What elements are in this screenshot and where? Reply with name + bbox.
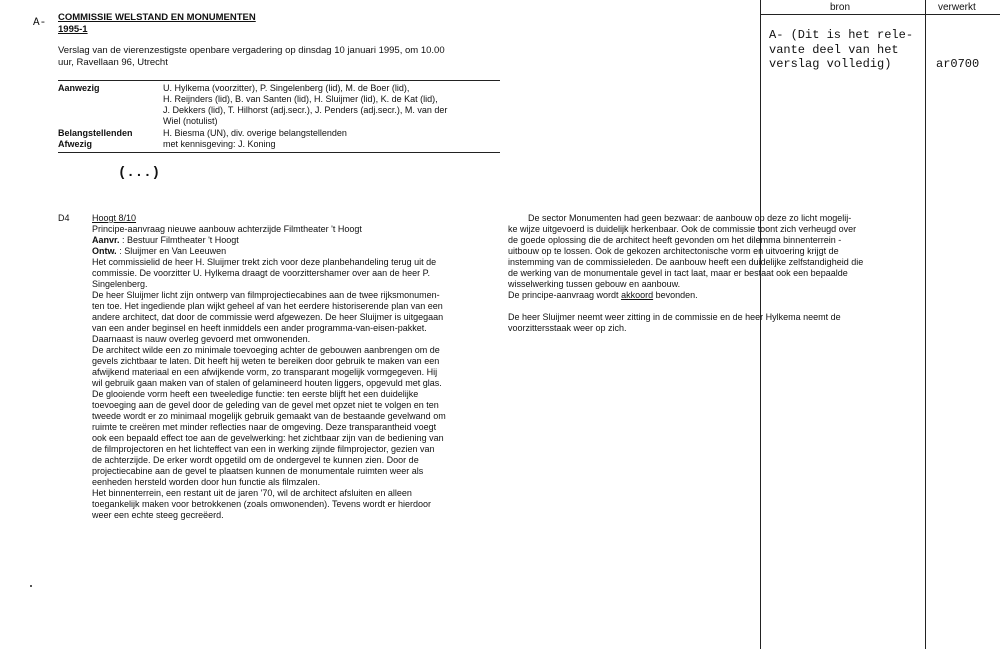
body-line: projectiecabine aan de gevel te plaatsen kunnen de monumentale ruimten weer als bbox=[92, 466, 424, 476]
aanvrager-value: : Bestuur Filmtheater 't Hoogt bbox=[122, 235, 239, 245]
ontwerper-label: Ontw. bbox=[92, 246, 117, 256]
opinion-line: uitbouw op te lossen. Ook de gekozen architectonische vorm en uitvoering krijgt de bbox=[508, 246, 839, 256]
opinion-line: instemming van de commissieleden. De aanbouw heeft een duidelijke zelfstandigheid die bbox=[508, 257, 864, 267]
attendance-label: Belangstellenden bbox=[58, 128, 133, 138]
attendance-line: U. Hylkema (voorzitter), P. Singelenberg (lid), M. de Boer (lid), bbox=[163, 83, 410, 93]
attendance-block bbox=[58, 83, 500, 153]
attendance-top-rule bbox=[58, 80, 500, 81]
body-line: ruimte te creëren met minder reflecties naar de omgeving. Deze transparantheid voegt bbox=[92, 422, 437, 432]
attendance-line: J. Dekkers (lid), T. Hilhorst (adj.secr.), J. Penders (adj.secr.), M. van der bbox=[163, 105, 448, 115]
attendance-label: Aanwezig bbox=[58, 83, 100, 93]
body-line: wil gebruik gaan maken van of stalen of gelamineerd houten liggers, opgevuld met glas. bbox=[92, 378, 442, 388]
item-body-text bbox=[92, 257, 502, 521]
table-header-rule bbox=[760, 14, 1000, 15]
org-title: COMMISSIE WELSTAND EN MONUMENTEN bbox=[58, 12, 256, 23]
body-line: Singelenberg. bbox=[92, 279, 148, 289]
attendance-value bbox=[163, 83, 447, 127]
advice-line bbox=[508, 290, 923, 301]
bron-note-line: vante deel van het bbox=[769, 42, 899, 57]
attendance-label: Afwezig bbox=[58, 139, 93, 149]
item-right-column bbox=[508, 213, 923, 334]
body-line: afwijkend materiaal en een afwijkende vorm, zo transparant mogelijk vormgegeven. Hij bbox=[92, 367, 438, 377]
intro-line: Verslag van de vierenzestigste openbare vergadering op dinsdag 10 januari 1995, om 10.00 bbox=[58, 45, 445, 56]
attendance-value: H. Biesma (UN), div. overige belangstellenden bbox=[163, 128, 347, 138]
attendance-bottom-rule bbox=[58, 152, 500, 153]
ellipsis-marker: (...) bbox=[118, 165, 161, 181]
column-header-verwerkt: verwerkt bbox=[938, 2, 976, 13]
body-line: commissie. De voorzitter U. Hylkema draagt de voorzittershamer over aan de heer P. bbox=[92, 268, 430, 278]
body-line: gevels zichtbaar te laten. Dit heeft hij weten te bereiken door gebruik te maken van een bbox=[92, 356, 440, 366]
aanvrager-label: Aanvr. bbox=[92, 235, 120, 245]
advice-verdict: akkoord bbox=[621, 290, 654, 300]
ontwerper-value: : Sluijmer en Van Leeuwen bbox=[119, 246, 227, 256]
opinion-line: wisselwerking tussen gebouw en aanbouw. bbox=[508, 279, 681, 289]
column-header-bron: bron bbox=[830, 2, 851, 13]
body-line: Daarnaast is nauw overleg gevoerd met omwonenden. bbox=[92, 334, 311, 344]
body-line: van een ander beginsel en heeft inmiddels een ander programma-van-eisen-pakket. bbox=[92, 323, 427, 333]
body-line: de achterzijde. De erker wordt opgetild om de ondergevel te kunnen zien. Door de bbox=[92, 455, 419, 465]
body-line: De architect wilde een zo minimale toevoeging achter de gebouwen aanbrengen om de bbox=[92, 345, 440, 355]
body-line: eenheden hersteld worden door hun functie als filmzalen. bbox=[92, 477, 321, 487]
margin-mark: A- bbox=[33, 17, 47, 29]
body-line: Het binnenterrein, een restant uit de jaren '70, wil de architect afsluiten en alleen bbox=[92, 488, 412, 498]
advice-prefix: De principe-aanvraag wordt bbox=[508, 290, 622, 300]
item-ontwerper bbox=[92, 246, 502, 257]
opinion-line: de werking van de monumentale gevel in tact laat, maar er bestaat ook een bepaalde bbox=[508, 268, 848, 278]
body-line: toevoeging aan de gevel door de geleding van de gevel met opzet niet te volgen en ten bbox=[92, 400, 439, 410]
attendance-line: Wiel (notulist) bbox=[163, 116, 218, 126]
body-line: toegankelijk maken voor betrokkenen (zoals omwonenden). Tevens wordt er hierdoor bbox=[92, 499, 432, 509]
body-line: De glooiende vorm heeft een tweeledige functie: ten eerste blijft het een duidelijke bbox=[92, 389, 419, 399]
item-aanvrager bbox=[92, 235, 502, 246]
closing-line: voorzittersstaak weer op zich. bbox=[508, 323, 627, 333]
body-line: Het commissielid de heer H. Sluijmer trekt zich voor deze planbehandeling terug uit de bbox=[92, 257, 437, 267]
commission-opinion bbox=[508, 213, 923, 290]
body-line: weer een echte steeg gecreëerd. bbox=[92, 510, 224, 520]
advice-suffix: bevonden. bbox=[653, 290, 698, 300]
body-line: tweede wordt er zo minimaal mogelijk gebruik gemaakt van de bestaande gevelwand om bbox=[92, 411, 446, 421]
closing-text bbox=[508, 312, 923, 334]
doc-number: 1995-1 bbox=[58, 24, 88, 35]
item-left-column bbox=[92, 213, 502, 521]
body-line: de filmprojectoren en het lichteffect van een in werking zijnde filmprojector, gezien van bbox=[92, 444, 435, 454]
opinion-line: de goede oplossing die de architect heeft gevonden om het dilemma binnenterrein - bbox=[508, 235, 842, 245]
attendance-value: met kennisgeving: J. Koning bbox=[163, 139, 276, 149]
opinion-line: De sector Monumenten had geen bezwaar: de aanbouw op deze zo licht mogelij- bbox=[508, 213, 852, 223]
body-line: De heer Sluijmer licht zijn ontwerp van filmprojectiecabines aan de twee rijksmonumen- bbox=[92, 290, 440, 300]
bron-note-line: verslag volledig) bbox=[769, 57, 892, 71]
intro-line: uur, Ravellaan 96, Utrecht bbox=[58, 57, 168, 68]
bron-note-line: A- (Dit is het rele- bbox=[769, 28, 914, 42]
intro-text bbox=[58, 45, 445, 69]
verwerkt-value: ar0700 bbox=[936, 57, 980, 71]
item-code: D4 bbox=[58, 213, 70, 223]
body-line: andere architect, dat door de commissie werd afgewezen. De heer Sluijmer is uitgegaan bbox=[92, 312, 444, 322]
opinion-line: ke wijze uitgevoerd is duidelijk herkenbaar. Ook de commissie toont zich verheugd over bbox=[508, 224, 857, 234]
margin-dot bbox=[30, 585, 32, 587]
attendance-line: H. Reijnders (lid), B. van Santen (lid), H. Sluijmer (lid), K. de Kat (lid), bbox=[163, 94, 438, 104]
body-line: ook een bepaald effect toe aan de gevelwerking: het zichtbaar zijn van de bediening van bbox=[92, 433, 444, 443]
bron-note bbox=[769, 28, 913, 72]
body-line: ten toe. Het ingediende plan wijkt geheel af van het eerdere historiserende plan van een bbox=[92, 301, 443, 311]
closing-line: De heer Sluijmer neemt weer zitting in de commissie en de heer Hylkema neemt de bbox=[508, 312, 841, 322]
item-subtitle: Principe-aanvraag nieuwe aanbouw achterzijde Filmtheater 't Hoogt bbox=[92, 224, 362, 234]
table-column-divider bbox=[925, 0, 926, 649]
item-title: Hoogt 8/10 bbox=[92, 213, 137, 223]
